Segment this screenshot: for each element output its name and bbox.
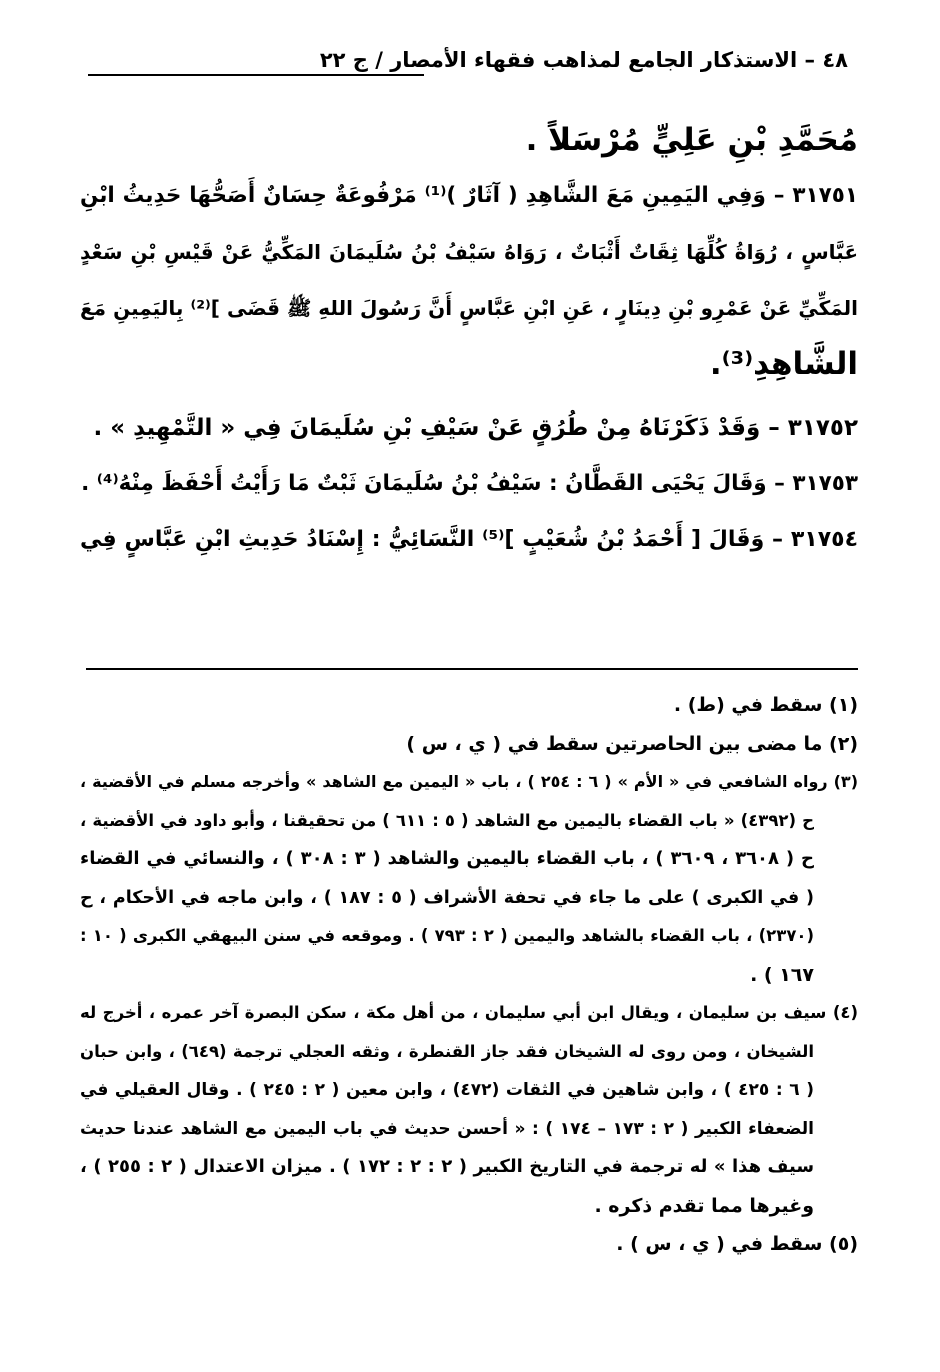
footnote-3-line-3: ح ( ٣٦٠٨ ، ٣٦٠٩ ) ، باب القضاء باليمين والشاهد ( ٣ : ٣٠٨ ) ، والنسائي في القضاء xyxy=(80,848,814,869)
footnote-4-line-5: سيف هذا » له ترجمة في التاريخ الكبير ( ٢ : ٢ : ١٧٢ ) . ميزان الاعتدال ( ٢ : ٢٥٥ ) ، xyxy=(80,1156,815,1177)
footnote-1: (١) سقط في (ط) . xyxy=(673,694,858,716)
footnote-3-line-5: (٢٣٧٠) ، باب القضاء بالشاهد واليمين ( ٢ : ٧٩٣ ) . وموقعه في سنن البيهقي الكبرى ( ١٠ : xyxy=(80,926,815,945)
footnote-5: (٥) سقط في ( ي ، س ) . xyxy=(616,1233,858,1255)
header-title: ٤٨ – الاستذكار الجامع لمذاهب فقهاء الأمصار / ج ٢٢ xyxy=(319,48,848,72)
footnotes xyxy=(80,686,858,1264)
main-text xyxy=(80,112,858,568)
footnote-3-line-6: ١٦٧ ) . xyxy=(750,963,814,986)
body-line-6: ٣١٧٥٢ – وَقَدْ ذَكَرْنَاهُ مِنْ طُرُقٍ عَنْ سَيْفِ بْنِ سُلَيمَانَ فِي « التَّمْهِيدِ » . xyxy=(93,415,858,441)
footnote-3-line-1: (٣) رواه الشافعي في « الأم » ( ٦ : ٢٥٤ ) ، باب « اليمين مع الشاهد » وأخرجه مسلم في الأقضية ، xyxy=(80,772,858,791)
body-line-5: الشَّاهِدِ⁽³⁾. xyxy=(709,346,858,382)
footnote-4-line-4: الضعفاء الكبير ( ٢ : ١٧٣ – ١٧٤ ) : « أحسن حديث في باب اليمين مع الشاهد عندنا حديث xyxy=(80,1118,814,1139)
body-line-7: ٣١٧٥٣ – وَقَالَ يَحْيَى القَطَّانُ : سَيْفُ بْنُ سُلَيمَانَ ثَبْتٌ مَا رَأَيْتُ أَحْفَظَ مِنْهُ⁽⁴⁾ . xyxy=(81,471,858,496)
body-line-1: مُحَمَّدِ بْنِ عَلِيٍّ مُرْسَلاً . xyxy=(525,122,858,158)
footnote-4-line-1: (٤) سيف بن سليمان ، ويقال ابن أبي سليمان ، من أهل مكة ، سكن البصرة آخر عمره ، أخرج له xyxy=(80,1003,858,1022)
footnote-3-line-4: ( في الكبرى ) على ما جاء في تحفة الأشراف ( ٥ : ١٨٧ ) ، وابن ماجه في الأحكام ، ح xyxy=(80,887,815,908)
footnote-3-line-2: ح (٤٣٩٢) « باب القضاء باليمين مع الشاهد ( ٥ : ٦١١ ) من تحقيقنا ، وأبو داود في الأقضية ، xyxy=(80,810,815,830)
footnote-4-line-6: وغيرها مما تقدم ذكره . xyxy=(594,1194,814,1217)
body-line-8: ٣١٧٥٤ – وَقَالَ [ أَحْمَدُ بْنُ شُعَيْبٍ ]⁽⁵⁾ النَّسَائِيُّ : إِسْنَادُ حَدِيثِ ابْنِ عَبَّاسٍ فِي xyxy=(80,527,858,552)
footnote-2: (٢) ما مضى بين الحاصرتين سقط في ( ي ، س ) xyxy=(406,732,858,755)
body-line-2: ٣١٧٥١ – وَفِي اليَمِينِ مَعَ الشَّاهِدِ ( آثَارٌ )⁽¹⁾ مَرْفُوعَةٌ حِسَانٌ أَصَحُّهَا حَدِيثُ ابْنِ xyxy=(80,183,858,208)
body-line-3: عَبَّاسٍ ، رُوَاةُ كُلِّهَا ثِقَاتٌ أَثْبَاتٌ ، رَوَاهُ سَيْفُ بْنُ سُلَيمَانَ المَكِّيُّ عَنْ قَيْسِ بْنِ سَعْدٍ xyxy=(80,240,858,264)
footnote-4-line-2: الشيخان ، ومن روى له الشيخان فقد جاز القنطرة ، وثقه العجلي ترجمة (٦٤٩) ، وابن حبان xyxy=(80,1041,815,1061)
header-rule xyxy=(88,74,424,76)
running-header xyxy=(88,48,848,80)
footnote-4-line-3: ( ٦ : ٤٢٥ ) ، وابن شاهين في الثقات (٤٧٢) ، وابن معين ( ٢ : ٢٤٥ ) . وقال العقيلي في xyxy=(80,1080,815,1100)
footnote-separator xyxy=(86,668,858,670)
body-line-4: المَكِّيِّ عَنْ عَمْرِو بْنِ دِينَارٍ ، عَنِ ابْنِ عَبَّاسٍ أَنَّ رَسُولَ اللهِ ﷺ قَضَى ]⁽²⁾ بِاليَمِينِ مَعَ xyxy=(80,296,858,320)
